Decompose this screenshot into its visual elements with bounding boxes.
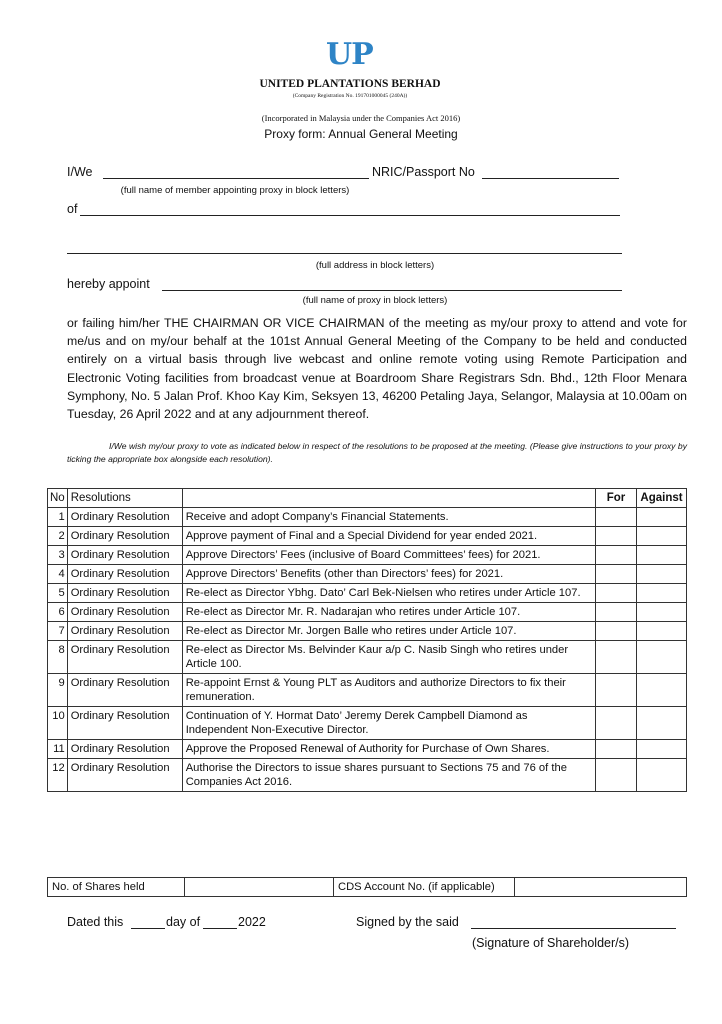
cds-account-field[interactable] — [515, 878, 687, 897]
row-type: Ordinary Resolution — [67, 546, 182, 565]
for-checkbox[interactable] — [596, 622, 637, 641]
row-no: 4 — [48, 565, 68, 584]
row-text: Re-appoint Ernst & Young PLT as Auditors and authorize Directors to fix their remuneration. — [182, 674, 595, 707]
row-text: Continuation of Y. Hormat Dato’ Jeremy Derek Campbell Diamond as Independent Non-Executive Director. — [182, 707, 595, 740]
row-no: 2 — [48, 527, 68, 546]
against-checkbox[interactable] — [637, 641, 687, 674]
row-type: Ordinary Resolution — [67, 622, 182, 641]
member-name-note: (full name of member appointing proxy in block letters) — [120, 185, 350, 196]
nric-field[interactable] — [482, 178, 619, 179]
row-text: Authorise the Directors to issue shares pursuant to Sections 75 and 76 of the Companies Act 2016. — [182, 759, 595, 792]
row-no: 9 — [48, 674, 68, 707]
for-checkbox[interactable] — [596, 546, 637, 565]
day-field[interactable] — [131, 928, 165, 929]
header-no: No — [48, 489, 68, 508]
iwe-label: I/We — [67, 165, 93, 179]
resolutions-table — [47, 488, 687, 792]
row-type: Ordinary Resolution — [67, 527, 182, 546]
incorporation-note: (Incorporated in Malaysia under the Companies Act 2016) — [261, 113, 461, 123]
row-no: 7 — [48, 622, 68, 641]
row-text: Re-elect as Director Mr. Jorgen Balle who retires under Article 107. — [182, 622, 595, 641]
address-note: (full address in block letters) — [315, 260, 435, 271]
row-type: Ordinary Resolution — [67, 740, 182, 759]
address-field-1[interactable] — [80, 215, 620, 216]
of-label: of — [67, 202, 78, 216]
company-logo: UP — [326, 37, 373, 72]
row-text: Re-elect as Director Mr. R. Nadarajan who retires under Article 107. — [182, 603, 595, 622]
for-checkbox[interactable] — [596, 565, 637, 584]
signature-note: (Signature of Shareholder/s) — [472, 936, 630, 950]
table-row — [48, 674, 687, 707]
row-type: Ordinary Resolution — [67, 584, 182, 603]
table-row — [48, 603, 687, 622]
for-checkbox[interactable] — [596, 740, 637, 759]
shares-table — [47, 877, 687, 897]
table-row — [48, 527, 687, 546]
row-text: Approve payment of Final and a Special Dividend for year ended 2021. — [182, 527, 595, 546]
address-field-2[interactable] — [67, 253, 622, 254]
proxy-name-note: (full name of proxy in block letters) — [302, 295, 448, 306]
header-for: For — [596, 489, 637, 508]
row-text: Re-elect as Director Ybhg. Dato’ Carl Bek-Nielsen who retires under Article 107. — [182, 584, 595, 603]
year-label: 2022 — [238, 915, 266, 929]
day-of-label: day of — [166, 915, 201, 929]
against-checkbox[interactable] — [637, 565, 687, 584]
against-checkbox[interactable] — [637, 603, 687, 622]
row-type: Ordinary Resolution — [67, 674, 182, 707]
signed-by-label: Signed by the said — [356, 915, 459, 929]
row-text: Approve Directors’ Fees (inclusive of Board Committees’ fees) for 2021. — [182, 546, 595, 565]
for-checkbox[interactable] — [596, 759, 637, 792]
signature-field[interactable] — [471, 928, 676, 929]
company-name: UNITED PLANTATIONS BERHAD — [259, 78, 441, 90]
against-checkbox[interactable] — [637, 674, 687, 707]
row-no: 3 — [48, 546, 68, 565]
table-header-row — [48, 489, 687, 508]
header-description — [182, 489, 595, 508]
table-row — [48, 584, 687, 603]
table-row — [48, 565, 687, 584]
member-name-field[interactable] — [103, 178, 369, 179]
header-resolutions: Resolutions — [67, 489, 182, 508]
table-row — [48, 622, 687, 641]
for-checkbox[interactable] — [596, 508, 637, 527]
proxy-paragraph: or failing him/her THE CHAIRMAN OR VICE CHAIRMAN of the meeting as my/our proxy to attend and vote for me/us and on my/our behalf at the 101st Annual General Meeting of the Company to be held and conducted entirely on a virtual basis through live webcast and online remote voting using Remote Participation and Electronic Voting facilities from broadcast venue at Boardroom Share Registrars Sdn. Bhd., 12th Floor Menara Symphony, No. 5 Jalan Prof. Khoo Kay Kim, Seksyen 13, 46200 Petaling Jaya, Selangor, Malaysia at 10.00am on Tuesday, 26 April 2022 and at any adjournment thereof. — [67, 316, 687, 422]
for-checkbox[interactable] — [596, 707, 637, 740]
against-checkbox[interactable] — [637, 740, 687, 759]
table-row — [48, 508, 687, 527]
row-type: Ordinary Resolution — [67, 759, 182, 792]
against-checkbox[interactable] — [637, 584, 687, 603]
table-row — [48, 759, 687, 792]
row-type: Ordinary Resolution — [67, 641, 182, 674]
cds-account-label: CDS Account No. (if applicable) — [334, 878, 515, 897]
row-no: 11 — [48, 740, 68, 759]
registration-number: (Company Registration No. 191701000045 (240A)) — [292, 93, 408, 99]
against-checkbox[interactable] — [637, 508, 687, 527]
against-checkbox[interactable] — [637, 622, 687, 641]
for-checkbox[interactable] — [596, 641, 637, 674]
against-checkbox[interactable] — [637, 707, 687, 740]
row-type: Ordinary Resolution — [67, 565, 182, 584]
row-text: Receive and adopt Company’s Financial Statements. — [182, 508, 595, 527]
nric-label: NRIC/Passport No — [372, 165, 475, 179]
row-no: 1 — [48, 508, 68, 527]
voting-instruction — [67, 440, 687, 466]
dated-this-label: Dated this — [67, 915, 124, 929]
row-text: Approve the Proposed Renewal of Authority for Purchase of Own Shares. — [182, 740, 595, 759]
against-checkbox[interactable] — [637, 759, 687, 792]
row-no: 12 — [48, 759, 68, 792]
row-type: Ordinary Resolution — [67, 508, 182, 527]
row-no: 6 — [48, 603, 68, 622]
month-field[interactable] — [203, 928, 237, 929]
against-checkbox[interactable] — [637, 527, 687, 546]
for-checkbox[interactable] — [596, 584, 637, 603]
for-checkbox[interactable] — [596, 674, 637, 707]
header-against: Against — [637, 489, 687, 508]
shares-held-field[interactable] — [185, 878, 334, 897]
appoint-label: hereby appoint — [67, 277, 150, 291]
proxy-name-field[interactable] — [162, 290, 622, 291]
for-checkbox[interactable] — [596, 527, 637, 546]
row-no: 10 — [48, 707, 68, 740]
table-row — [48, 641, 687, 674]
table-row — [48, 707, 687, 740]
row-type: Ordinary Resolution — [67, 707, 182, 740]
row-no: 5 — [48, 584, 68, 603]
voting-instruction-text: I/We wish my/our proxy to vote as indicated below in respect of the resolutions to be proposed at the meeting. (Please give instructions to your proxy by ticking the appropriate box alongside each resolution). — [67, 441, 687, 464]
for-checkbox[interactable] — [596, 603, 637, 622]
form-title: Proxy form: Annual General Meeting — [264, 127, 458, 141]
against-checkbox[interactable] — [637, 546, 687, 565]
row-no: 8 — [48, 641, 68, 674]
row-text: Approve Directors’ Benefits (other than Directors’ fees) for 2021. — [182, 565, 595, 584]
shares-held-label: No. of Shares held — [48, 878, 185, 897]
row-text: Re-elect as Director Ms. Belvinder Kaur a/p C. Nasib Singh who retires under Article 100. — [182, 641, 595, 674]
table-row — [48, 740, 687, 759]
row-type: Ordinary Resolution — [67, 603, 182, 622]
table-row — [48, 546, 687, 565]
